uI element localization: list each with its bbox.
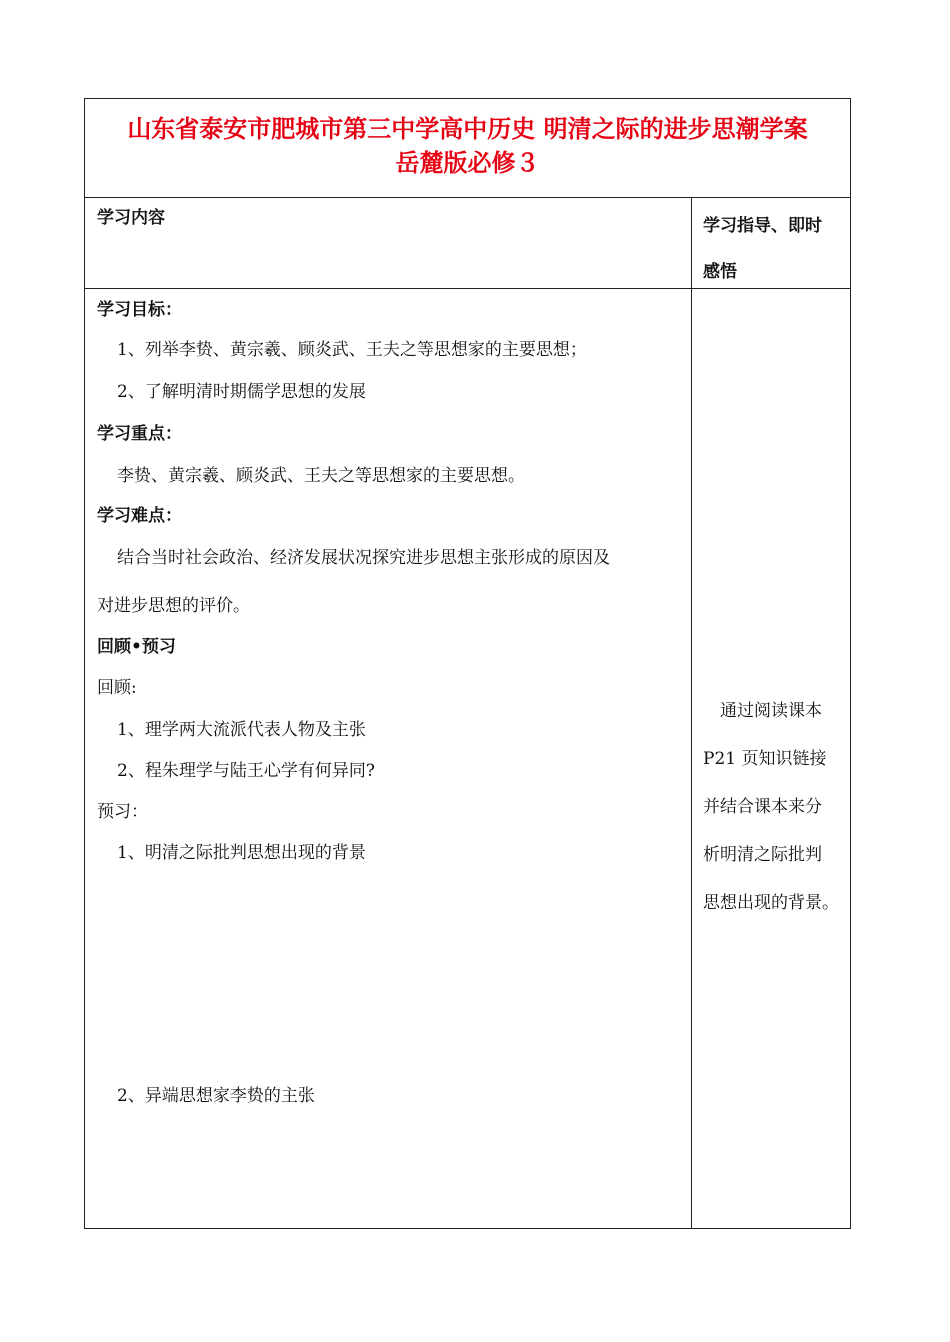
- review-item-2: 2、程朱理学与陆王心学有何异同?: [117, 761, 375, 781]
- review-item-1: 1、理学两大流派代表人物及主张: [117, 720, 366, 740]
- goal-item-2: 2、了解明清时期儒学思想的发展: [117, 382, 366, 402]
- guidance-line-5: 思想出现的背景。: [703, 893, 839, 913]
- guidance-note: [703, 687, 845, 927]
- header-study-content: 学习内容: [97, 208, 165, 228]
- document-title: [85, 112, 850, 180]
- preview-item-2: 2、异端思想家李贽的主张: [117, 1086, 315, 1106]
- key-point-heading: 学习重点：: [97, 424, 182, 444]
- review-preview-heading: 回顾•预习: [97, 637, 176, 657]
- guidance-line-1: 通过阅读课本: [720, 701, 822, 721]
- guidance-line-3: 并结合课本来分: [703, 797, 822, 817]
- difficulty-heading: 学习难点：: [97, 506, 182, 526]
- column-divider: [691, 197, 692, 1229]
- goal-heading: 学习目标：: [97, 300, 182, 320]
- title-line-1: 山东省泰安市肥城市第三中学高中历史 明清之际的进步思潮学案: [127, 115, 808, 143]
- difficulty-item-1b: 对进步思想的评价。: [97, 596, 250, 616]
- header-guidance: [703, 203, 848, 295]
- guidance-line-2: P21 页知识链接: [703, 749, 827, 769]
- preview-label: 预习：: [97, 802, 148, 822]
- guidance-line-4: 析明清之际批判: [703, 845, 822, 865]
- study-plan-table: [84, 98, 851, 1229]
- preview-item-1: 1、明清之际批判思想出现的背景: [117, 843, 366, 863]
- review-label: 回顾:: [97, 678, 137, 698]
- title-line-2: 岳麓版必修３: [395, 149, 540, 177]
- header-guidance-line-2: 感悟: [703, 262, 737, 282]
- title-row: [85, 99, 850, 198]
- goal-item-1: 1、列举李贽、黄宗羲、顾炎武、王夫之等思想家的主要思想；: [117, 340, 587, 360]
- difficulty-item-1a: 结合当时社会政治、经济发展状况探究进步思想主张形成的原因及: [117, 548, 610, 568]
- key-point-item-1: 李贽、黄宗羲、顾炎武、王夫之等思想家的主要思想。: [117, 466, 525, 486]
- header-guidance-line-1: 学习指导、即时: [703, 216, 822, 236]
